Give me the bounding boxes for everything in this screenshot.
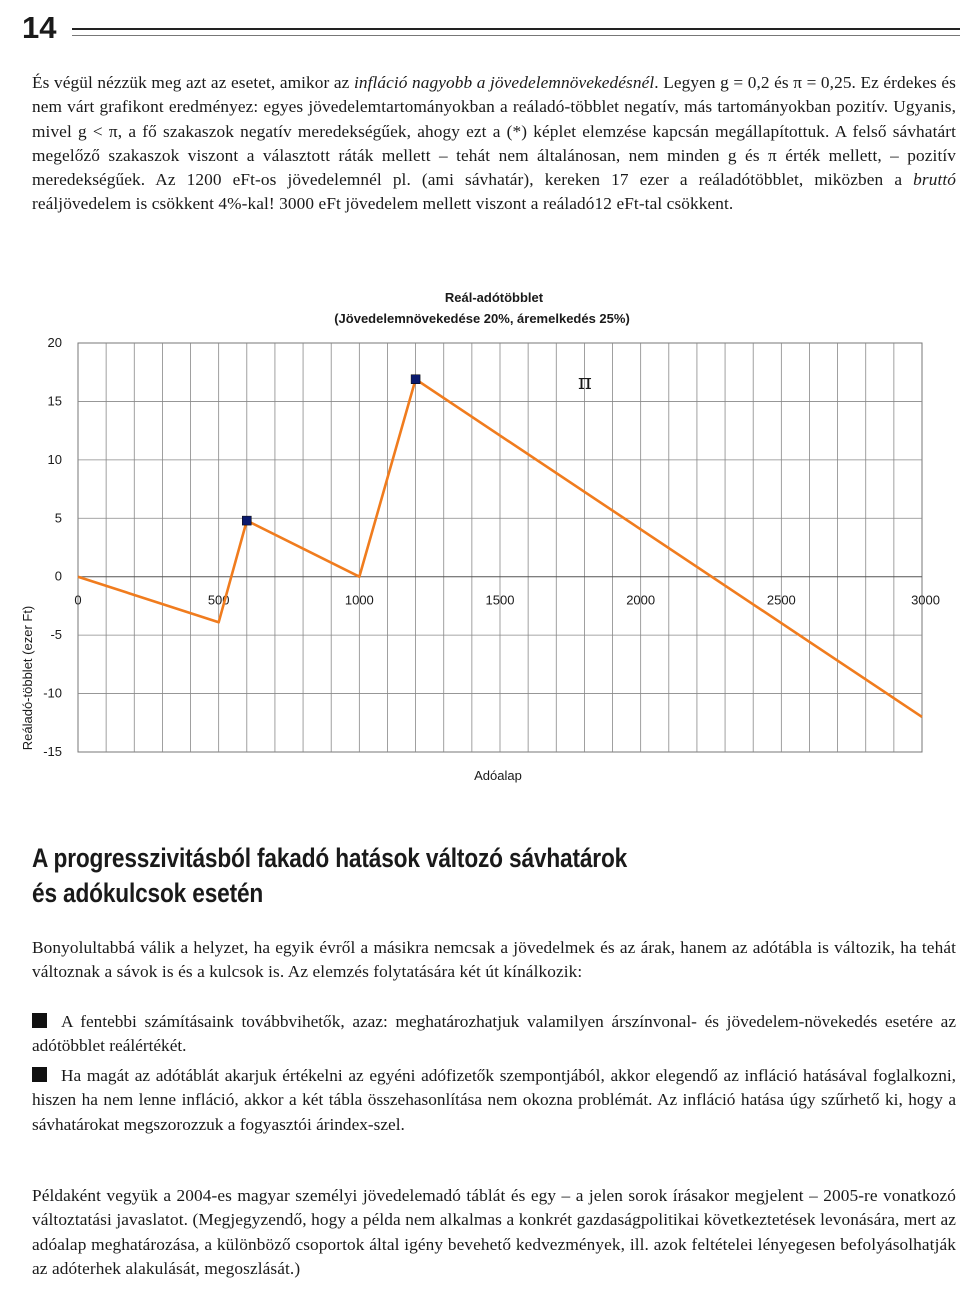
- y-axis-label: Reáladó-többlet (ezer Ft): [20, 605, 35, 751]
- data-point-marker: [242, 516, 251, 525]
- bullet-text: A fentebbi számításaink továbbvihetők, azaz: meghatározhatjuk valamilyen árszínvonal- és jövedelem-növekedés esetére az adótöbblet reálértékét.: [32, 1012, 956, 1056]
- x-axis-label: Adóalap: [474, 768, 522, 783]
- paragraph-3: Példaként vegyük a 2004-es magyar személyi jövedelemadó táblát és egy – a jelen sorok írásakor megjelent – 2005-re vonatkozó változtatási javaslatot. (Megjegyzendő, hogy a példa nem alkalmas a konkrét gazdaságpolitikai következtetések levonására, mert az adóalap meghatározása, a különböző csoportok által igény bevehető kedvezmények, ill. azok feltételei lényegesen befolyásolhatják az adóterhek alakulását, megoszlását.): [32, 1186, 956, 1278]
- y-tick-label: 10: [47, 451, 62, 467]
- header-rule: [72, 28, 960, 30]
- x-tick-label: 3000: [911, 592, 940, 608]
- intro-text-1: És végül nézzük meg azt az esetet, amikor az: [32, 73, 354, 92]
- y-tick-label: 20: [47, 335, 62, 350]
- y-tick-label: 15: [47, 393, 62, 409]
- header-rule-thin: [72, 35, 960, 36]
- y-tick-label: -15: [43, 744, 62, 759]
- square-bullet-icon: [32, 1067, 47, 1082]
- bullet-text: Ha magát az adótáblát akarjuk értékelni az egyéni adófizetők szempontjából, akkor elegendő az infláció hatásával foglalkozni, hiszen ha nem lenne infláció, akkor a két tábla összehasonlítása nem okozna problémát. Az infláció hatása úgy szűrhető ki, hogy a sávhatárokat megszorozzuk a fogyasztói árindex-szel.: [32, 1066, 956, 1134]
- intro-italic-1: infláció nagyobb a jövedelemnövekedésnél: [353, 73, 655, 92]
- y-tick-label: -10: [43, 685, 62, 701]
- intro-italic-2: bruttó: [913, 170, 956, 190]
- chart-grid: [78, 343, 922, 752]
- section-title-line-1: A progresszivitásból fakadó hatások változó sávhatárok: [32, 843, 628, 873]
- x-tick-label: 0: [74, 592, 82, 608]
- pi-annotation: π: [578, 370, 592, 394]
- section-title-line-2: és adókulcsok esetén: [32, 878, 264, 908]
- section-title: [32, 841, 788, 911]
- x-tick-label: 1000: [344, 592, 374, 608]
- data-point-marker: [411, 375, 420, 384]
- intro-paragraph: [32, 71, 956, 217]
- bullet-item: [32, 1010, 956, 1059]
- line-chart: [0, 280, 960, 800]
- square-bullet-icon: [32, 1013, 47, 1028]
- y-tick-label: -5: [50, 627, 62, 643]
- page-number: 14: [22, 10, 57, 45]
- x-tick-label: 1500: [485, 592, 515, 608]
- y-tick-label: 5: [54, 510, 62, 526]
- x-tick-label: 2500: [766, 592, 796, 608]
- intro-text-2: . Legyen g = 0,2 és π = 0,25. Ez érdekes és nem várt grafikont eredményez: egyes jövedelemtartományokban a reáladó-többlet negatív, más tartományokban pozitív. Ugyanis, mivel g < π, a fő szakaszok negatív meredekségűek, ahogy ezt a (*) képlet elemzése kapcsán megállapítottuk. A felső sávhatárt megelőző szakaszok viszont a választott ráták mellett – tehát nem általánosan, nem minden g és π érték mellett, – pozitív meredekségűek. Az 1200 eFt-os jövedelemnél pl. (ami sávhatár), kereken 17 ezer a reáladótöbblet, miközben a: [32, 73, 956, 190]
- chart-title: Reál-adótöbblet: [444, 290, 544, 305]
- y-tick-labels: [43, 335, 62, 759]
- x-tick-label: 500: [207, 592, 230, 608]
- intro-text-3: reáljövedelem is csökkent 4%-kal! 3000 eFt jövedelem mellett viszont a reáladó12 eFt-tal csökkent.: [32, 194, 734, 214]
- y-tick-label: 0: [54, 568, 62, 584]
- paragraph-2: Bonyolultabbá válik a helyzet, ha egyik évről a másikra nemcsak a jövedelmek és az árak, hanem az adótábla is változik, ha tehát változnak a sávok is és a kulcsok is. Az elemzés folytatására két út kínálkozik:: [32, 938, 956, 982]
- x-tick-labels: [74, 593, 940, 608]
- x-tick-label: 2000: [626, 592, 656, 608]
- bullet-item: [32, 1064, 956, 1137]
- chart-subtitle: (Jövedelemnövekedése 20%, áremelkedés 25%): [334, 311, 630, 326]
